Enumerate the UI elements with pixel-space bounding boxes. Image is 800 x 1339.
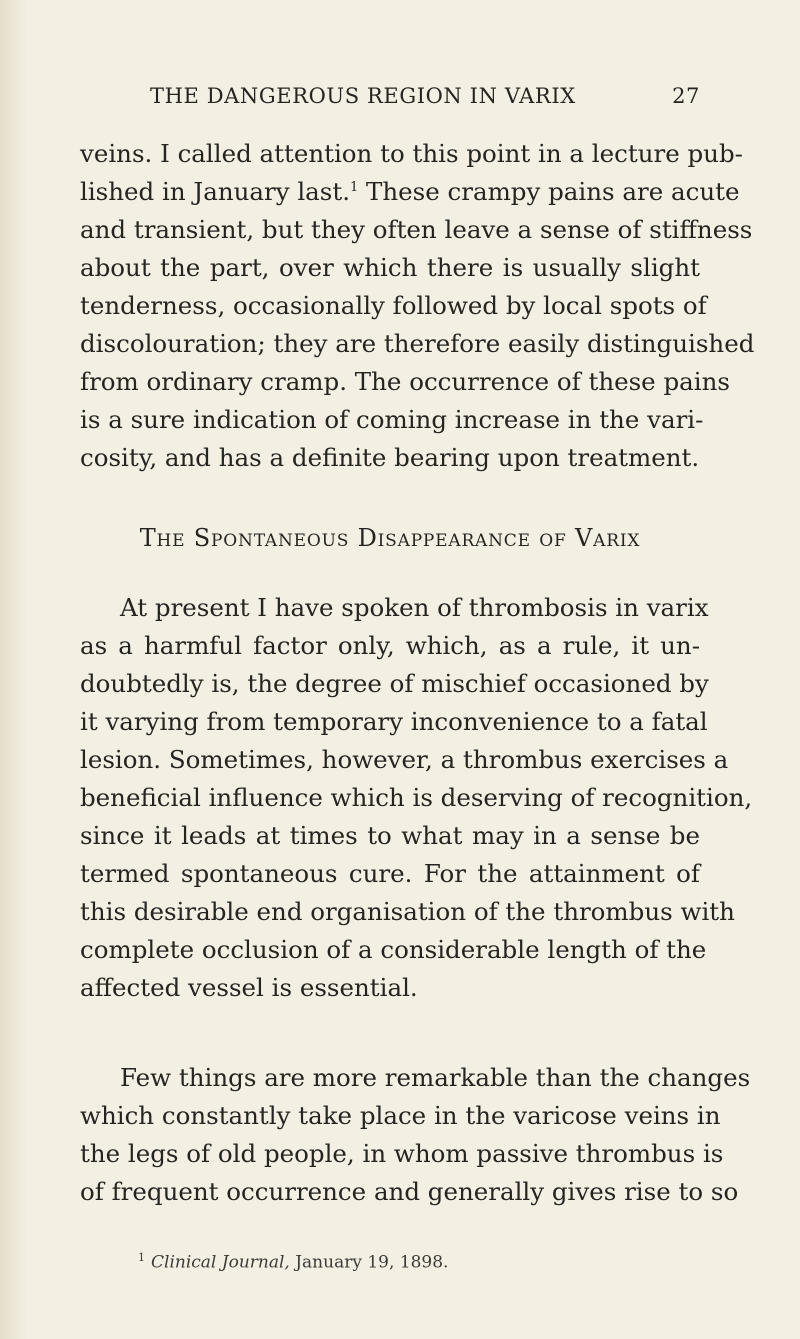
section-heading: The Spontaneous Disappearance of Varix [139,524,641,552]
body-text-line: and transient, but they often leave a sense of stiffness [80,215,753,244]
body-text-line: At present I have spoken of thrombosis in varix [120,593,709,622]
body-text-line: affected vessel is essential. [80,973,418,1002]
body-text-line: veins. I called attention to this point in a lecture pub- [80,139,743,168]
body-text-line: about the part, over which there is usually slight [80,253,700,282]
body-text-line: the legs of old people, in whom passive thrombus is [80,1139,724,1168]
footnote-journal: Clinical Journal, [151,1252,290,1273]
body-text-line: which constantly take place in the varicose veins in [80,1101,721,1130]
body-text-line: lesion. Sometimes, however, a thrombus exercises a [80,745,729,774]
body-text-line: discolouration; they are therefore easily distinguished [80,329,755,358]
page-header [80,84,700,120]
body-text-line: beneficial influence which is deserving of recognition, [80,783,753,812]
footnote [138,1251,448,1273]
running-title: THE DANGEROUS REGION IN VARIX [150,84,576,108]
body-text-line: Few things are more remarkable than the changes [120,1063,751,1092]
footnote-mark: 1 [138,1251,145,1264]
body-text-line: is a sure indication of coming increase in the vari- [80,405,704,434]
body-text-line: this desirable end organisation of the thrombus with [80,897,735,926]
footnote-date: January 19, 1898. [295,1252,449,1273]
body-text-line: since it leads at times to what may in a sense be [80,821,700,850]
body-text-line: as a harmful factor only, which, as a rule, it un- [80,631,700,660]
body-text-line: it varying from temporary inconvenience to a fatal [80,707,708,736]
body-text-line: lished in January last.$^1$ These crampy pains are acute [80,177,740,206]
body-text-line: from ordinary cramp. The occurrence of these pains [80,367,730,396]
body-text-line: termed spontaneous cure. For the attainment of [80,859,700,888]
body-text-line: of frequent occurrence and generally gives rise to so [80,1177,739,1206]
footnote-reference: 1 [349,179,359,195]
page-number: 27 [672,84,700,108]
body-text-line: doubtedly is, the degree of mischief occasioned by [80,669,709,698]
body-text-line: cosity, and has a definite bearing upon treatment. [80,443,700,472]
body-text-line: complete occlusion of a considerable length of the [80,935,707,964]
body-text-line: tenderness, occasionally followed by local spots of [80,291,707,320]
